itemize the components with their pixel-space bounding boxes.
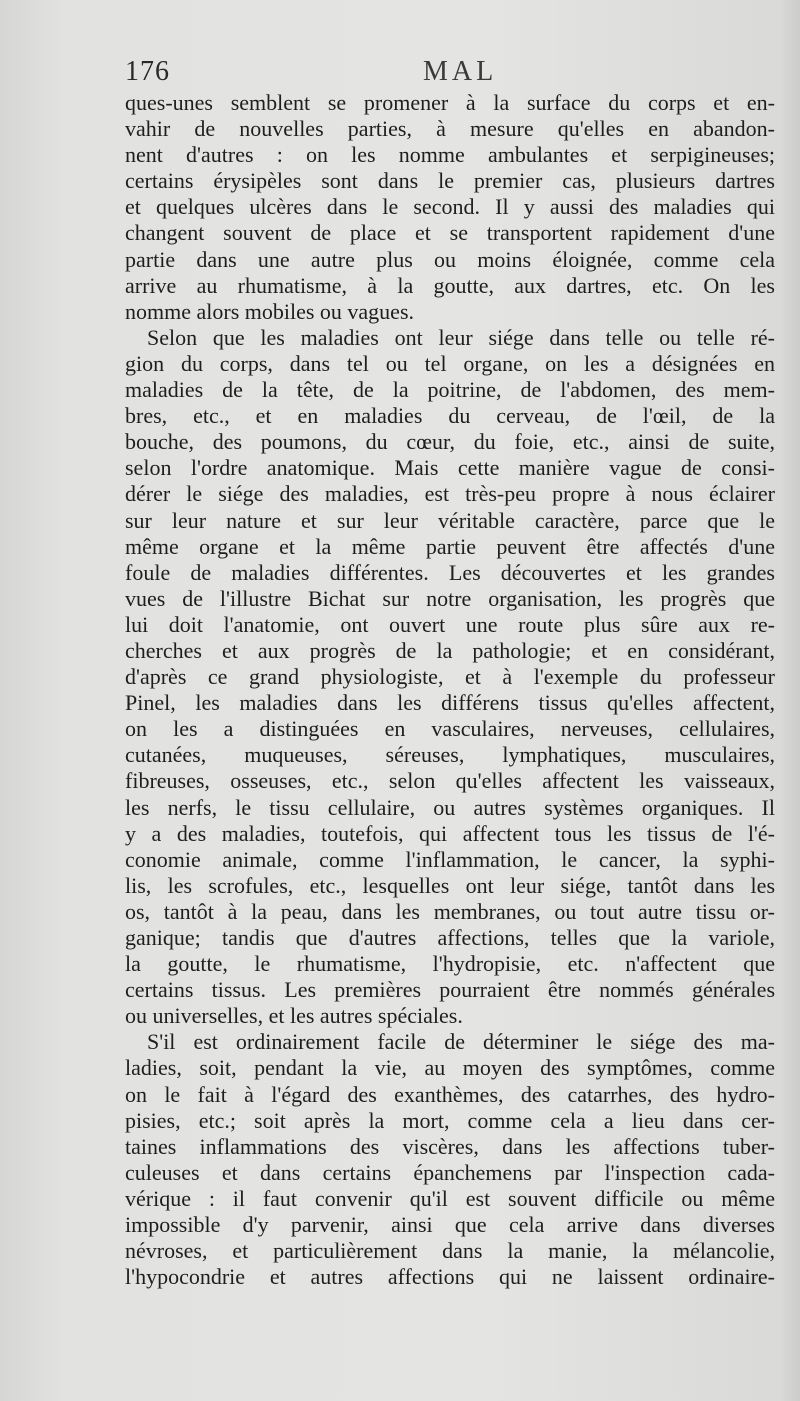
text-line: cherches et aux progrès de la pathologie; et en considérant, (125, 637, 775, 663)
text-line: os, tantôt à la peau, dans les membranes, ou tout autre tissu or- (125, 898, 775, 924)
text-line: ou universelles, et les autres spéciales. (125, 1003, 463, 1029)
text-line: maladies de la tête, de la poitrine, de l'abdomen, des mem- (125, 377, 775, 403)
body-text (125, 90, 775, 1290)
text-line: sur leur nature et sur leur véritable caractère, parce que le (125, 507, 775, 533)
text-line: selon l'ordre anatomique. Mais cette manière vague de consi- (125, 455, 775, 481)
text-line: névroses, et particulièrement dans la manie, la mélancolie, (125, 1238, 775, 1264)
text-line: l'hypocondrie et autres affections qui ne laissent ordinaire- (125, 1264, 775, 1290)
text-line: bres, etc., et en maladies du cerveau, de l'œil, de la (125, 403, 775, 429)
text-line: même organe et la même partie peuvent être affectés d'une (125, 533, 775, 559)
text-line: vérique : il faut convenir qu'il est souvent difficile ou même (125, 1185, 775, 1211)
text-line: y a des maladies, toutefois, qui affectent tous les tissus de l'é- (125, 820, 775, 846)
text-line: et quelques ulcères dans le second. Il y aussi des maladies qui (125, 194, 775, 220)
page-number: 176 (125, 56, 170, 87)
text-line: nomme alors mobiles ou vagues. (125, 298, 415, 324)
text-line: certains tissus. Les premières pourraient être nommés générales (125, 977, 775, 1003)
text-line: lis, les scrofules, etc., lesquelles ont leur siége, tantôt dans les (125, 872, 775, 898)
text-line: pisies, etc.; soit après la mort, comme cela a lieu dans cer- (125, 1107, 775, 1133)
text-line: fibreuses, osseuses, etc., selon qu'elles affectent les vaisseaux, (125, 768, 775, 794)
text-line: Pinel, les maladies dans les différens tissus qu'elles affectent, (125, 690, 775, 716)
text-line: impossible d'y parvenir, ainsi que cela arrive dans diverses (125, 1212, 775, 1238)
text-line: ques-unes semblent se promener à la surface du corps et en- (125, 90, 775, 115)
page-edge-shadow (780, 0, 800, 1401)
text-line: vues de l'illustre Bichat sur notre organisation, les progrès que (125, 585, 775, 611)
text-line: gion du corps, dans tel ou tel organe, on les a désignées en (125, 350, 775, 376)
text-line: Selon que les maladies ont leur siége dans telle ou telle ré- (147, 324, 775, 350)
text-line: certains érysipèles sont dans le premier cas, plusieurs dartres (125, 168, 775, 194)
text-line: on les a distinguées en vasculaires, nerveuses, cellulaires, (125, 716, 775, 742)
text-line: cutanées, muqueuses, séreuses, lymphatiques, musculaires, (125, 742, 775, 768)
text-line: vahir de nouvelles parties, à mesure qu'elles en abandon- (125, 116, 775, 142)
text-line: ladies, soit, pendant la vie, au moyen des symptômes, comme (125, 1055, 775, 1081)
text-line: ganique; tandis que d'autres affections, telles que la variole, (125, 925, 775, 950)
running-head: MAL (423, 56, 498, 87)
text-line: d'après ce grand physiologiste, et à l'exemple du professeur (125, 664, 775, 690)
text-line: nent d'autres : on les nomme ambulantes et serpigineuses; (125, 142, 775, 168)
text-line: taines inflammations des viscères, dans les affections tuber- (125, 1133, 775, 1159)
text-line: dérer le siége des maladies, est très-peu propre à nous éclairer (125, 481, 775, 507)
text-line: arrive au rhumatisme, à la goutte, aux dartres, etc. On les (125, 272, 775, 298)
text-line: bouche, des poumons, du cœur, du foie, etc., ainsi de suite, (125, 429, 775, 455)
text-line: la goutte, le rhumatisme, l'hydropisie, etc. n'affectent que (125, 951, 775, 977)
page-header (125, 56, 745, 90)
text-line: foule de maladies différentes. Les découvertes et les grandes (125, 559, 775, 585)
text-line: conomie animale, comme l'inflammation, le cancer, la syphi- (125, 846, 775, 872)
text-line: culeuses et dans certains épanchemens par l'inspection cada- (125, 1159, 775, 1185)
text-line: les nerfs, le tissu cellulaire, ou autres systèmes organiques. Il (125, 794, 775, 820)
text-line: on le fait à l'égard des exanthèmes, des catarrhes, des hydro- (125, 1081, 775, 1107)
text-line: S'il est ordinairement facile de déterminer le siége des ma- (147, 1029, 775, 1055)
text-line: partie dans une autre plus ou moins éloignée, comme cela (125, 246, 775, 272)
text-line: lui doit l'anatomie, ont ouvert une route plus sûre aux re- (125, 611, 775, 637)
text-line: changent souvent de place et se transportent rapidement d'une (125, 220, 775, 246)
